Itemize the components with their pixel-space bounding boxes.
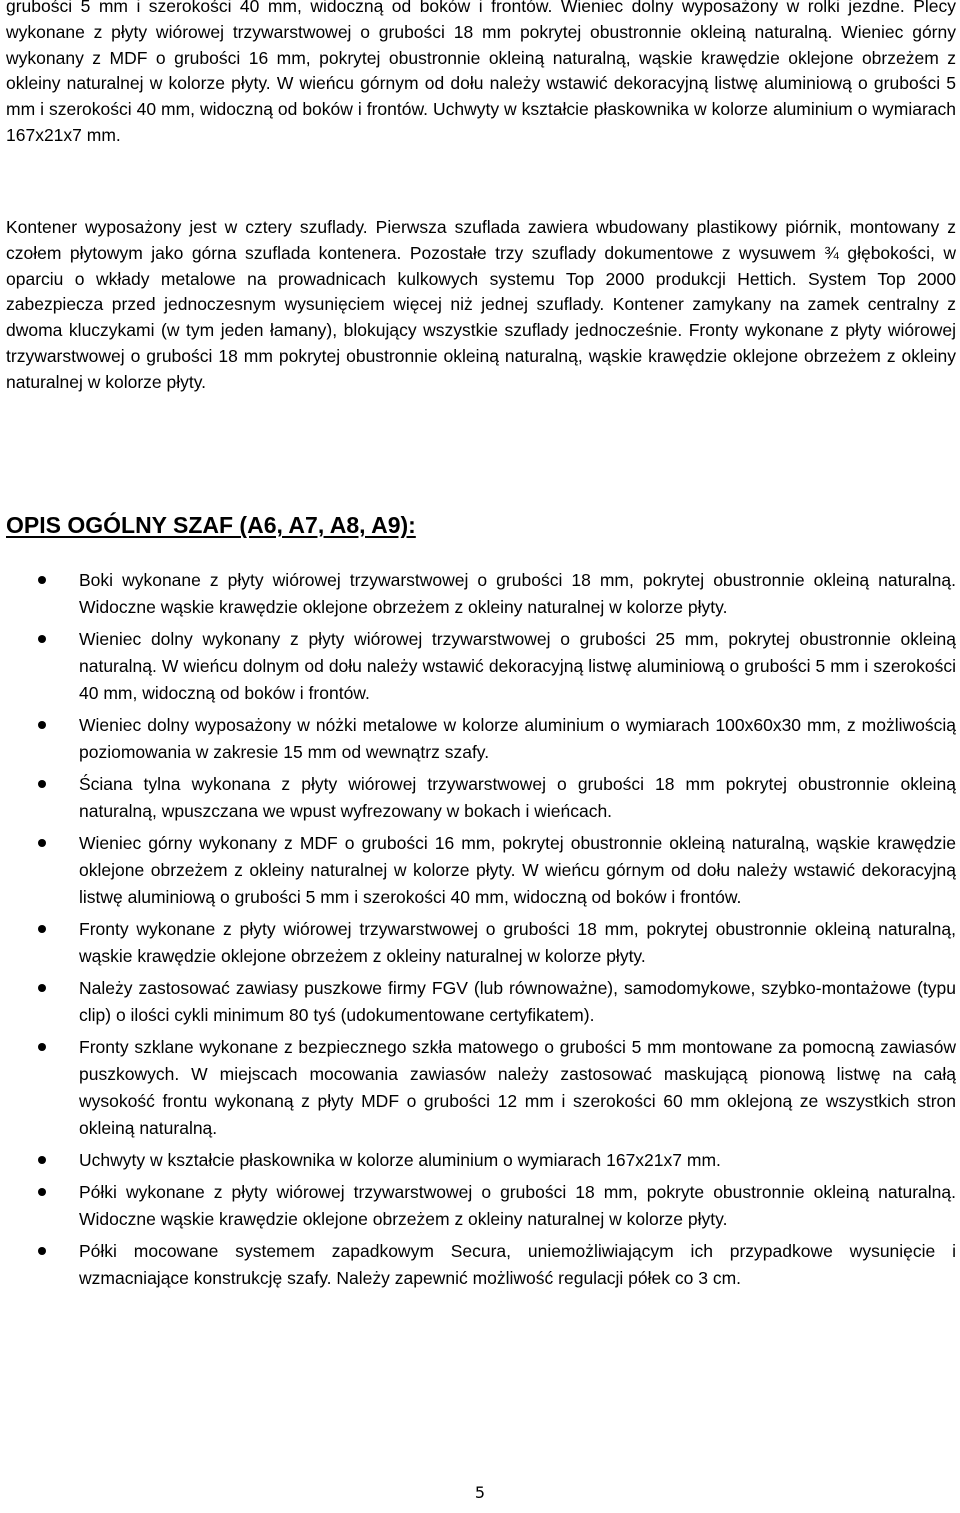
list-item-text: Uchwyty w kształcie płaskownika w kolorze aluminium o wymiarach 167x21x7 mm. bbox=[79, 1150, 721, 1171]
list-item-text: Wieniec górny wykonany z MDF o grubości 16 mm, pokrytej obustronnie okleiną naturalną, wąskie krawędzie oklejone obrzeżem z okleiny naturalnej w kolorze płyty. W wieńcu górnym od dołu należy wstawić dekoracyjną listwę aluminiową o grubości 5 mm i szerokości 40 mm, widoczną od boków i frontów. bbox=[79, 832, 956, 908]
bullet-icon bbox=[38, 576, 46, 584]
paragraph-wieniec-continuation: grubości 5 mm i szerokości 40 mm, widoczną od boków i frontów. Wieniec dolny wyposażony w rolki jezdne. Plecy wykonane z płyty wiórowej trzywarstwowej o grubości 18 mm pokrytej obustronnie okleiną naturalną. Wieniec górny wykonany z MDF o grubości 16 mm, pokrytej obustronnie okleiną naturalną, wąskie krawędzie oklejone obrzeżem z okleiny naturalnej w kolorze płyty. W wieńcu górnym od dołu należy wstawić dekoracyjną listwę aluminiową o grubości 5 mm i szerokości 40 mm, widoczną od boków i frontów. Uchwyty w kształcie płaskownika w kolorze aluminium o wymiarach 167x21x7 mm. bbox=[6, 0, 956, 145]
list-item bbox=[0, 975, 960, 1029]
list-item-text: Fronty wykonane z płyty wiórowej trzywarstwowej o grubości 18 mm, pokrytej obustronnie okleiną naturalną, wąskie krawędzie oklejone obrzeżem z okleiny naturalnej w kolorze płyty. bbox=[79, 918, 956, 967]
section-heading-szafy: OPIS OGÓLNY SZAF (A6, A7, A8, A9): bbox=[6, 512, 416, 538]
bullet-icon bbox=[38, 1156, 46, 1164]
bullet-icon bbox=[38, 721, 46, 729]
bullet-icon bbox=[38, 1188, 46, 1196]
bullet-icon bbox=[38, 635, 46, 643]
bullet-icon bbox=[38, 839, 46, 847]
list-item-text: Półki mocowane systemem zapadkowym Secura, uniemożliwiającym ich przypadkowe wysunięcie i wzmacniające konstrukcję szafy. Należy zapewnić możliwość regulacji półek co 3 cm. bbox=[79, 1240, 956, 1288]
list-item bbox=[0, 1238, 960, 1292]
bullet-icon bbox=[38, 1043, 46, 1051]
bullet-icon bbox=[38, 1247, 46, 1255]
bullet-icon bbox=[38, 925, 46, 933]
list-item bbox=[0, 712, 960, 766]
list-item bbox=[0, 1034, 960, 1143]
list-item bbox=[0, 830, 960, 912]
list-item bbox=[0, 1179, 960, 1233]
list-item-text: Boki wykonane z płyty wiórowej trzywarstwowej o grubości 18 mm, pokrytej obustronnie okleiną naturalną. Widoczne wąskie krawędzie oklejone obrzeżem z okleiny naturalnej w kolorze płyty. bbox=[79, 570, 956, 618]
bullet-icon bbox=[38, 780, 46, 788]
list-item-text: Ściana tylna wykonana z płyty wiórowej trzywarstwowej o grubości 18 mm pokrytej obustronnie okleiną naturalną, wpuszczana we wpust wyfrezowany w bokach i wieńcach. bbox=[79, 773, 956, 822]
list-item-text: Wieniec dolny wykonany z płyty wiórowej trzywarstwowej o grubości 25 mm, pokrytej obustronnie okleiną naturalną. W wieńcu dolnym od dołu należy wstawić dekoracyjną listwę aluminiową o grubości 5 mm i szerokości 40 mm, widoczną od boków i frontów. bbox=[79, 628, 956, 704]
list-item bbox=[0, 626, 960, 708]
list-item bbox=[0, 771, 960, 825]
list-item-text: Półki wykonane z płyty wiórowej trzywarstwowej o grubości 18 mm, pokryte obustronnie okleiną naturalną. Widoczne wąskie krawędzie oklejone obrzeżem z okleiny naturalnej w kolorze płyty. bbox=[79, 1181, 956, 1229]
list-item-text: Należy zastosować zawiasy puszkowe firmy FGV (lub równoważne), samodomykowe, szybko-montażowe (typu clip) o ilości cykli minimum 80 tyś (udokumentowane certyfikatem). bbox=[79, 977, 956, 1026]
paragraph-kontener-description: Kontener wyposażony jest w cztery szuflady. Pierwsza szuflada zawiera wbudowany plastikowy piórnik, montowany z czołem płytowym jako górna szuflada kontenera. Pozostałe trzy szuflady dokumentowe z wysuwem ¾ głębokości, w oparciu o wkłady metalowe na prowadnicach kulkowych systemu Top 2000 produkcji Hettich. System Top 2000 zabezpiecza przed jednoczesnym wysunięciem więcej niż jednej szuflady. Kontener zamykany na zamek centralny z dwoma kluczykami (w tym jeden łamany), blokujący wszystkie szuflady jednocześnie. Fronty wykonane z płyty wiórowej trzywarstwowej o grubości 18 mm pokrytej obustronnie okleiną naturalną, wąskie krawędzie oklejone obrzeżem z okleiny naturalnej w kolorze płyty. bbox=[6, 217, 956, 392]
specification-bullet-list bbox=[0, 567, 960, 1297]
page-number: 5 bbox=[474, 1483, 486, 1502]
list-item bbox=[0, 567, 960, 621]
bullet-icon bbox=[38, 984, 46, 992]
list-item-text: Fronty szklane wykonane z bezpiecznego szkła matowego o grubości 5 mm montowane za pomocną zawiasów puszkowych. W miejscach mocowania zawiasów należy zastosować maskującą pionową listwę na całą wysokość frontu wykonaną z płyty MDF o grubości 12 mm i szerokości 60 mm oklejoną ze wszystkich stron okleiną naturalną. bbox=[79, 1036, 956, 1139]
list-item bbox=[0, 916, 960, 970]
list-item-text: Wieniec dolny wyposażony w nóżki metalowe w kolorze aluminium o wymiarach 100x60x30 mm, z możliwością poziomowania w zakresie 15 mm od wewnątrz szafy. bbox=[79, 715, 956, 763]
list-item bbox=[0, 1147, 960, 1174]
